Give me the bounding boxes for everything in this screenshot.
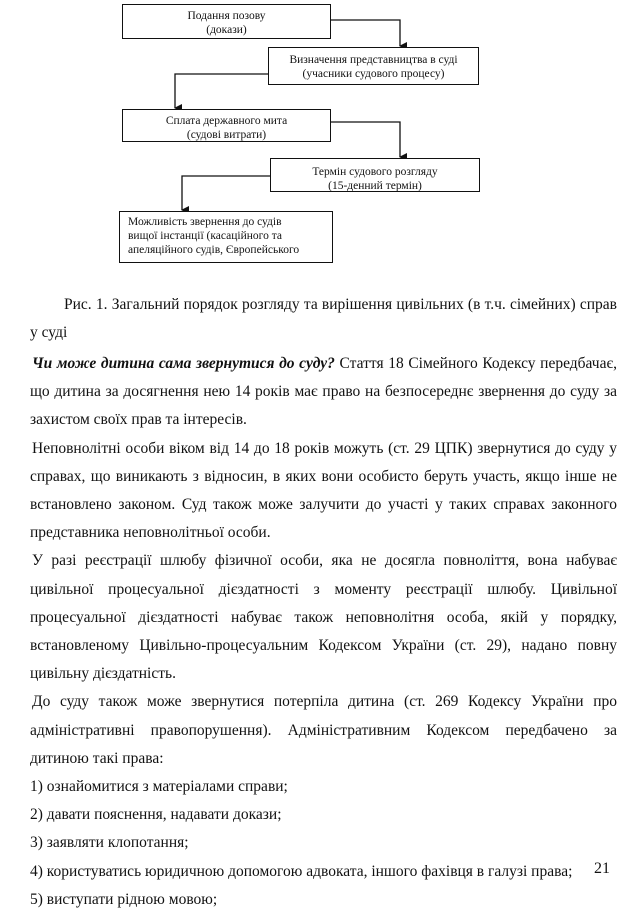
flow-box-filing-note: (докази) xyxy=(206,24,247,36)
flow-box-higher-courts xyxy=(119,211,333,263)
list-item: 4) користуватись юридичною допомогою адвоката, іншого фахівця в галузі права; xyxy=(30,862,573,880)
arrow-4 xyxy=(182,176,270,210)
flow-box-term-note: (15-денний термін) xyxy=(328,180,422,192)
paragraph-minors: Неповнолітні особи віком від 14 до 18 років можуть (ст. 29 ЦПК) звернутися до суду у справах, що виникають з відносин, в яких вони особисто беруть участь, якщо інше не встановлено законом. Суд також може залучити до участі у таких справах законного представника неповнолітньої особи. xyxy=(30,439,617,542)
flow-box-higher-courts-line3: апеляційного судів, Європейського xyxy=(128,244,300,256)
flow-box-filing-title: Подання позову xyxy=(187,10,266,22)
figure-caption: Рис. 1. Загальний порядок розгляду та вирішення цивільних (в т.ч. сімейних) справ у суді xyxy=(30,296,617,341)
flow-box-representation-title: Визначення представництва в суді xyxy=(289,54,458,66)
flow-box-representation xyxy=(268,47,479,85)
page-number: 21 xyxy=(594,860,610,877)
paragraph-victim: До суду також може звернутися потерпіла дитина (ст. 269 Кодексу України про адміністративні правопорушення). Адміністративним Кодексом передбачено за дитиною такі права: xyxy=(30,693,617,767)
flowchart xyxy=(0,0,620,275)
flow-box-higher-courts-line2: вищої інстанції (касаційного та xyxy=(128,230,282,242)
list-item: 5) виступати рідною мовою; xyxy=(30,890,218,908)
rights-list xyxy=(30,773,617,914)
arrow-3 xyxy=(331,122,400,157)
list-item: 1) ознайомитися з матеріалами справи; xyxy=(30,778,288,796)
paragraph-marriage: У разі реєстрації шлюбу фізичної особи, яка не досягла повноліття, вона набуває цивільної процесуальної дієздатності з моменту реєстрації шлюбу. Цивільної процесуальної дієздатності набуває також неповнолітня особа, якій у порядку, встановленому Цивільно-процесуальним Кодексом України (ст. 29), надано повну цивільну дієздатність. xyxy=(30,552,617,683)
question-heading: Чи може дитина сама звернутися до суду? xyxy=(32,355,335,372)
arrow-1 xyxy=(331,20,400,46)
flow-box-state-fee xyxy=(122,109,331,142)
flow-box-state-fee-note: (судові витрати) xyxy=(186,129,267,141)
arrow-2 xyxy=(175,74,268,108)
body-text xyxy=(30,350,617,914)
paragraph-question-text: Стаття 18 Сімейного Кодексу передбачає, що дитина за досягнення нею 14 років має право на безпосереднє звернення до суду за захистом своїх прав та інтересів. xyxy=(30,355,617,429)
flow-box-representation-note: (учасники судового процесу) xyxy=(302,68,445,80)
paragraph-question xyxy=(30,350,617,435)
flow-box-term xyxy=(270,158,480,192)
flow-box-higher-courts-line1: Можливість звернення до судів xyxy=(128,216,282,228)
flow-box-state-fee-title: Сплата державного мита xyxy=(165,115,288,127)
flow-box-filing xyxy=(122,4,331,39)
list-item: 3) заявляти клопотання; xyxy=(30,834,189,852)
list-item: 2) давати пояснення, надавати докази; xyxy=(30,806,282,824)
flow-box-term-title: Термін судового розгляду xyxy=(312,166,438,178)
